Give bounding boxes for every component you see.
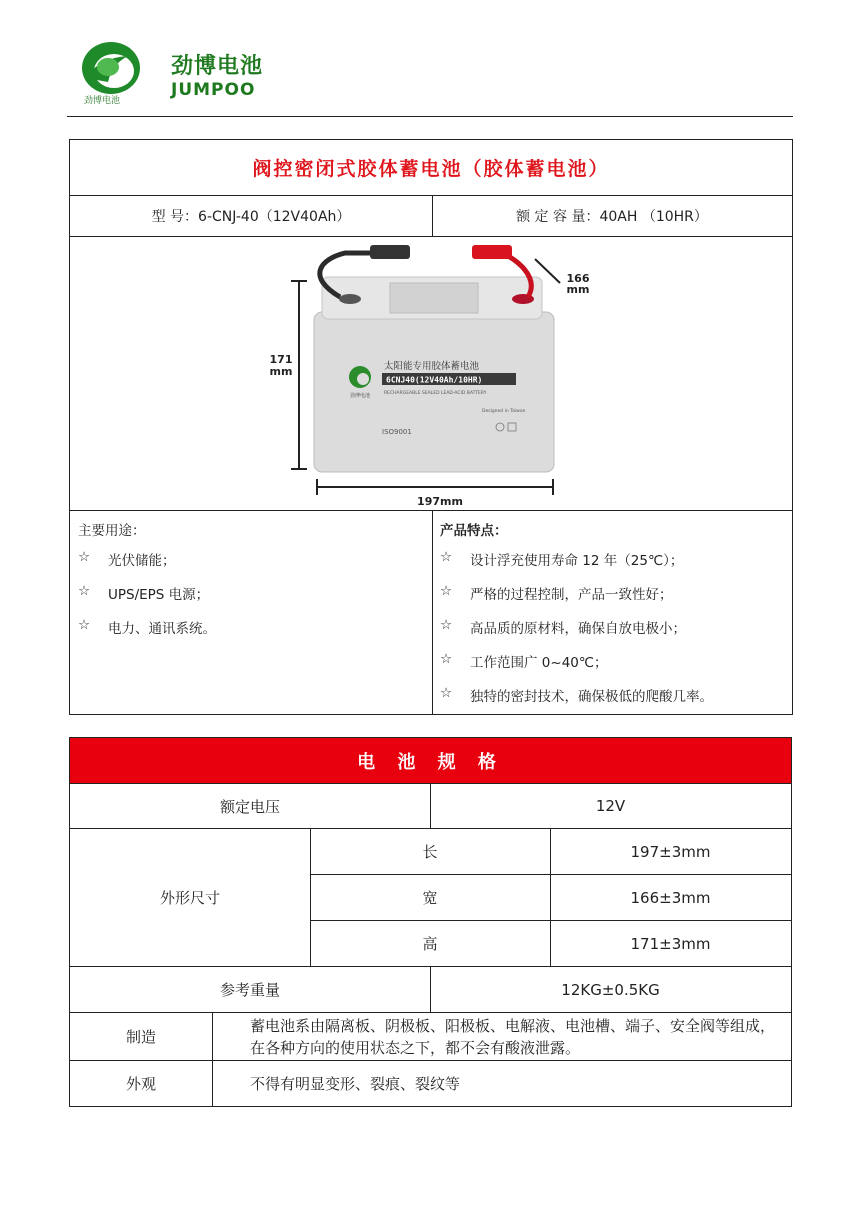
star-icon: ☆ xyxy=(440,617,453,633)
height-label: 高 xyxy=(422,935,438,953)
manufacture-row xyxy=(70,1013,791,1061)
star-icon: ☆ xyxy=(78,617,91,633)
battery-label-sub: RECHARGEABLE SEALED LEAD-ACID BATTERY xyxy=(384,391,487,396)
star-icon: ☆ xyxy=(440,685,453,701)
length-subrow xyxy=(310,829,791,875)
use-text: 电力、通讯系统。 xyxy=(108,621,216,637)
product-title: 阀控密闭式胶体蓄电池（胶体蓄电池） xyxy=(252,158,610,180)
height-label-number: 171 xyxy=(269,353,293,366)
height-label-unit: mm xyxy=(269,365,293,378)
feature-text: 独特的密封技术，确保极低的爬酸几率。 xyxy=(470,689,713,705)
battery-label-designed: Designed in Taiwan xyxy=(482,409,526,414)
width-value: 166±3mm xyxy=(630,888,711,907)
spec-header: 电 池 规 格 xyxy=(357,751,504,773)
feature-item xyxy=(432,651,792,685)
logo-caption: 劲博电池 xyxy=(84,96,121,106)
use-item xyxy=(70,549,432,583)
width-label: 197mm xyxy=(417,495,463,508)
appearance-label: 外观 xyxy=(125,1075,156,1093)
height-value: 171±3mm xyxy=(630,934,711,953)
product-photo xyxy=(70,237,792,511)
length-value: 197±3mm xyxy=(630,842,711,861)
appearance-row xyxy=(70,1061,791,1106)
depth-label-number: 166 xyxy=(566,272,590,285)
feature-text: 严格的过程控制，产品一致性好； xyxy=(470,587,673,603)
star-icon: ☆ xyxy=(78,549,91,565)
positive-terminal xyxy=(472,245,512,259)
model-row xyxy=(70,196,792,237)
length-label: 长 xyxy=(422,843,438,861)
use-item xyxy=(70,583,432,617)
weight-label: 参考重量 xyxy=(219,981,280,999)
company-logo xyxy=(78,38,278,110)
brand-name-cn: 劲博电池 xyxy=(171,54,264,79)
battery-label-cn: 太阳能专用胶体蓄电池 xyxy=(384,361,480,372)
feature-item xyxy=(432,617,792,651)
spec-header-row xyxy=(70,738,791,784)
battery-brand-small: 劲博电池 xyxy=(349,393,371,399)
dimensions-label: 外形尺寸 xyxy=(159,889,220,907)
star-icon: ☆ xyxy=(78,583,91,599)
negative-terminal xyxy=(370,245,410,259)
main-uses xyxy=(70,511,432,714)
feature-item xyxy=(432,549,792,583)
manufacture-label: 制造 xyxy=(125,1028,156,1046)
voltage-value: 12V xyxy=(595,797,626,815)
battery-spec-table xyxy=(69,737,792,1107)
feature-text: 高品质的原材料，确保自放电极小； xyxy=(470,621,686,637)
star-icon: ☆ xyxy=(440,651,453,667)
use-text: 光伏储能； xyxy=(108,553,176,569)
feature-text: 工作范围广 0~40℃； xyxy=(470,655,608,671)
dimensions-row xyxy=(70,829,791,967)
uses-heading: 主要用途： xyxy=(78,523,146,539)
title-row xyxy=(70,140,792,196)
battery-illustration xyxy=(70,237,791,510)
feature-item xyxy=(432,685,792,719)
height-subrow xyxy=(310,921,791,966)
brand-name-en: JUMPOO xyxy=(171,80,256,100)
width-subrow xyxy=(310,875,791,921)
manufacture-text: 蓄电池系由隔离板、阴极板、阳极板、电解液、电池槽、端子、安全阀等组成，在各种方向的使用状态之下，都不会有酸液泄露。 xyxy=(250,1016,776,1057)
feature-item xyxy=(432,583,792,617)
battery-label-model: 6CNJ40(12V40Ah/10HR) xyxy=(386,375,483,385)
features-heading: 产品特点： xyxy=(440,523,508,539)
use-text: UPS/EPS 电源； xyxy=(108,587,210,603)
rated-capacity: 额 定 容 量：40AH （10HR） xyxy=(516,209,708,225)
product-overview-table xyxy=(69,139,793,715)
feature-text: 设计浮充使用寿命 12 年（25℃）； xyxy=(470,553,684,569)
weight-value: 12KG±0.5KG xyxy=(561,980,660,999)
battery-label-iso: ISO9001 xyxy=(382,428,412,436)
star-icon: ☆ xyxy=(440,583,453,599)
product-features xyxy=(432,511,792,714)
voltage-row xyxy=(70,784,791,829)
width-label: 宽 xyxy=(422,889,438,907)
model-number: 型 号：6-CNJ-40（12V40Ah） xyxy=(151,209,351,225)
voltage-label: 额定电压 xyxy=(219,797,280,816)
header-divider xyxy=(67,116,793,117)
depth-label-unit: mm xyxy=(566,283,590,296)
star-icon: ☆ xyxy=(440,549,453,565)
appearance-text: 不得有明显变形、裂痕、裂纹等 xyxy=(250,1074,461,1093)
weight-row xyxy=(70,967,791,1013)
use-item xyxy=(70,617,432,651)
